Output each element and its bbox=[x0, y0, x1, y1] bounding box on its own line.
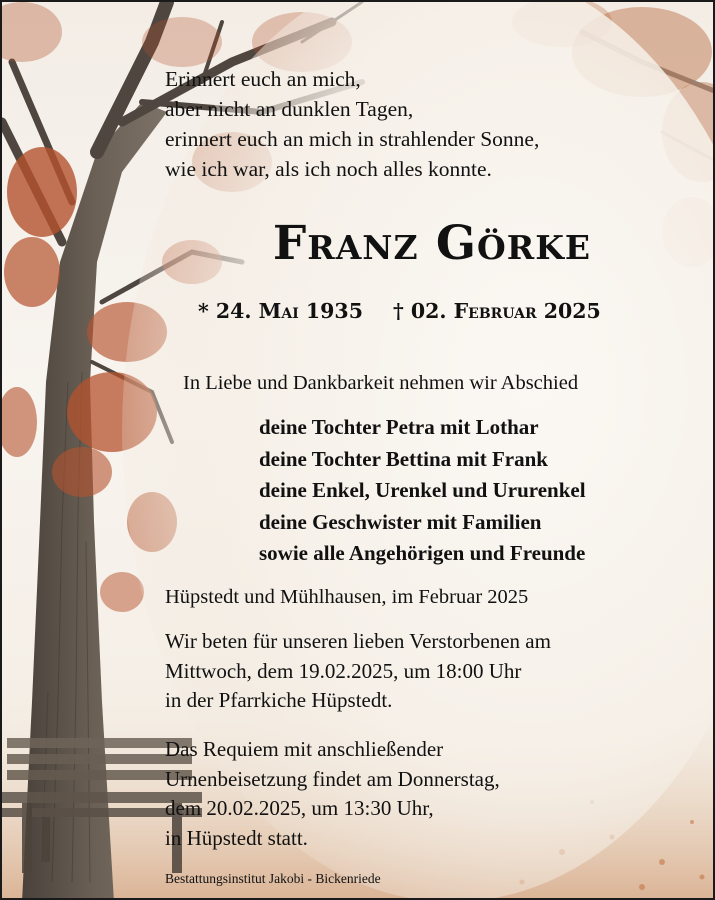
farewell-intro: In Liebe und Dankbarkeit nehmen wir Abschied bbox=[183, 372, 579, 394]
requiem-line: in Hüpstedt statt. bbox=[165, 825, 308, 850]
deceased-name: Franz Görke bbox=[272, 216, 592, 271]
place-and-date: Hüpstedt und Mühlhausen, im Februar 2025 bbox=[165, 586, 529, 608]
funeral-home-credit: Bestattungsinstitut Jakobi - Bickenriede bbox=[165, 871, 381, 886]
mourner-line: sowie alle Angehörigen und Freunde bbox=[259, 541, 586, 565]
mourner-line: deine Geschwister mit Familien bbox=[259, 509, 542, 534]
poem-line: erinnert euch an mich in strahlender Sonne, bbox=[165, 127, 540, 151]
mourner-line: deine Enkel, Urenkel und Ururenkel bbox=[259, 478, 586, 502]
memorial-poem bbox=[165, 64, 539, 184]
mourner-line: deine Tochter Petra mit Lothar bbox=[259, 415, 539, 439]
service-line: in der Pfarrkiche Hüpstedt. bbox=[165, 688, 393, 712]
service-line: Mittwoch, dem 19.02.2025, um 18:00 Uhr bbox=[165, 658, 522, 683]
requiem-line: dem 20.02.2025, um 13:30 Uhr, bbox=[165, 796, 434, 820]
life-dates bbox=[198, 296, 601, 326]
birth-date: * 24. Mai 1935 bbox=[198, 299, 363, 323]
requiem-line: Urnenbeisetzung findet am Donnerstag, bbox=[165, 766, 500, 791]
prayer-service-notice bbox=[165, 627, 551, 716]
mourners-list bbox=[259, 412, 586, 570]
poem-line: wie ich war, als ich noch alles konnte. bbox=[165, 157, 492, 181]
poem-line: Erinnert euch an mich, bbox=[165, 67, 361, 91]
death-date: † 02. Februar 2025 bbox=[392, 299, 601, 323]
requiem-notice bbox=[165, 735, 500, 853]
service-line: Wir beten für unseren lieben Verstorbenen am bbox=[165, 629, 551, 653]
poem-line: aber nicht an dunklen Tagen, bbox=[165, 97, 414, 121]
requiem-line: Das Requiem mit anschließender bbox=[165, 737, 444, 761]
mourner-line: deine Tochter Bettina mit Frank bbox=[259, 446, 548, 471]
